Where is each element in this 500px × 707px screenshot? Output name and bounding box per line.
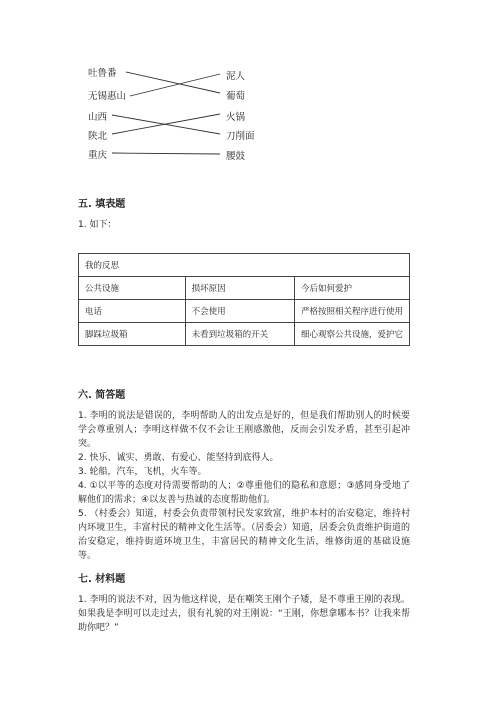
answer-text: 1. 李明的说法不对，因为他这样说，是在嘲笑王刚个子矮，是不尊重王刚的表现。如果我是李明可以走过去，很有礼貌的对王刚说：“王刚，你想拿哪本书？让我来帮助你吧？”: [78, 595, 410, 633]
table-cell: 损坏原因: [185, 277, 294, 300]
answer-item: 5. （村委会）知道，村委会负责带领村民发家致富，维护本村的治安稳定，维持村内环境卫生，丰富村民的精神文化生活等。（居委会）知道，居委会负责维护街道的治安稳定，维持街道环境卫生，丰富居民的精神文化生活，维修街道的基础设施等。: [78, 509, 410, 561]
answer-item: 1. 李明的说法是错误的，李明帮助人的出发点是好的，但是我们帮助别人的时候要学会尊重别人；李明这样做不仅不会让王刚感激他，反而会引发矛盾，甚至引起冲突。: [78, 411, 410, 449]
table-cell: 电话: [79, 300, 186, 323]
match-right-2: 葡萄: [226, 91, 246, 102]
match-line-1: [126, 72, 220, 93]
table-cell: 脚踩垃圾箱: [79, 323, 186, 346]
match-right-1: 泥人: [226, 71, 246, 82]
answer-item: 2. 快乐、诚实、勇敢、有爱心、能坚持到底得人。: [78, 453, 279, 463]
table-cell: 未看到垃圾箱的开关: [185, 323, 294, 346]
match-right-3: 火锅: [226, 112, 246, 123]
match-left-5: 重庆: [88, 150, 108, 161]
table-header-cell: 我的反思: [79, 254, 410, 277]
match-right-4: 刀削面: [226, 131, 255, 142]
table-row: [79, 277, 410, 300]
table-row: [79, 300, 410, 323]
table-row: [79, 323, 410, 346]
match-left-4: 陕北: [88, 131, 108, 142]
table-cell: 严格按照相关程序进行使用: [294, 300, 409, 323]
table-cell: 今后如何爱护: [294, 277, 409, 300]
section-6-title: 六. 简答题: [78, 390, 126, 401]
answer-item: 4. ①以平等的态度对待需要帮助的人；②尊重他们的隐私和意愿；③感同身受地了解他们的需求；④以友善与热诚的态度帮助他们。: [78, 481, 410, 505]
table-cell: 不会使用: [185, 300, 294, 323]
match-line-5: [112, 153, 220, 154]
table-cell: 细心观察公共设施，爱护它: [294, 323, 409, 346]
match-right-5: 腰鼓: [226, 151, 246, 162]
section-7-title: 七. 材料题: [78, 574, 126, 585]
match-left-1: 吐鲁番: [88, 68, 117, 79]
match-left-3: 山西: [88, 112, 108, 123]
section-5-intro: 1. 如下：: [78, 220, 117, 230]
section-5-title: 五. 填表题: [78, 199, 126, 210]
table-cell: 公共设施: [79, 277, 186, 300]
match-left-2: 无锡惠山: [88, 91, 127, 102]
reflection-table: [78, 253, 410, 346]
match-line-2: [130, 74, 220, 96]
answer-item: 3. 轮船，汽车，飞机，火车等。: [78, 467, 207, 477]
table-row: [79, 254, 410, 277]
section-7-answer: [78, 593, 410, 635]
section-6-answers: [78, 409, 410, 563]
